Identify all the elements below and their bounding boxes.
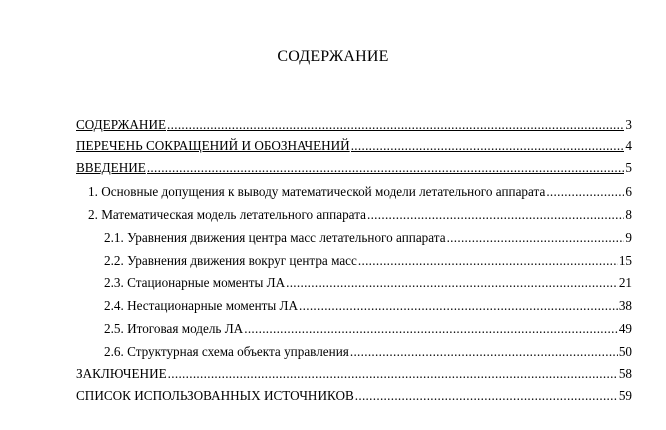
toc-entry-page: 3 <box>625 117 632 132</box>
toc-leader-dots <box>167 116 624 134</box>
toc-entry-page: 5 <box>625 160 632 175</box>
toc-entry-page: 59 <box>618 388 632 403</box>
toc-leader-dots <box>147 159 625 177</box>
toc-entry-page: 58 <box>618 366 632 381</box>
toc-entry-page: 21 <box>618 275 632 290</box>
toc-entry-section-2-3[interactable] <box>104 274 632 292</box>
toc-leader-dots <box>447 229 625 247</box>
toc-leader-dots <box>351 137 625 155</box>
toc-entry-section-2-5[interactable] <box>104 320 632 338</box>
toc-entry-label: 2.4. Нестационарные моменты ЛА <box>104 298 299 313</box>
toc-entry-label: ЗАКЛЮЧЕНИЕ <box>76 366 167 381</box>
toc-leader-dots <box>367 206 624 224</box>
toc-entry-conclusion[interactable] <box>76 365 632 383</box>
toc-entry-page: 49 <box>618 321 632 336</box>
toc-entry-page: 6 <box>625 184 632 199</box>
page-title: СОДЕРЖАНИЕ <box>277 48 389 65</box>
toc-leader-dots <box>358 252 618 270</box>
toc-entry-section-2-4[interactable] <box>104 297 632 315</box>
toc-leader-dots <box>350 343 618 361</box>
toc-entry-page: 4 <box>625 138 632 153</box>
toc-entry-references[interactable] <box>76 387 632 405</box>
toc-entry-label: 2.6. Структурная схема объекта управления <box>104 344 349 359</box>
toc-entry-label: 2.1. Уравнения движения центра масс летательного аппарата <box>104 230 446 245</box>
toc-leader-dots <box>355 387 618 405</box>
toc-entry-label: 2.3. Стационарные моменты ЛА <box>104 275 286 290</box>
toc-entry-section-2-2[interactable] <box>104 252 632 270</box>
toc-entry-section-2[interactable] <box>88 206 632 224</box>
toc-leader-dots <box>299 297 618 315</box>
toc-entry-label: 2.5. Итоговая модель ЛА <box>104 321 244 336</box>
toc-entry-page: 8 <box>625 207 632 222</box>
toc-entry-page: 50 <box>618 344 632 359</box>
toc-leader-dots <box>286 274 618 292</box>
toc-entry-contents[interactable] <box>76 116 632 134</box>
toc-entry-abbreviations[interactable] <box>76 137 632 155</box>
toc-entry-page: 9 <box>625 230 632 245</box>
toc-leader-dots <box>244 320 618 338</box>
toc-entry-label: 1. Основные допущения к выводу математической модели летательного аппарата <box>88 184 546 199</box>
toc-entry-section-2-1[interactable] <box>104 229 632 247</box>
toc-entry-label: 2. Математическая модель летательного аппарата <box>88 207 366 222</box>
toc-entry-section-1[interactable] <box>88 183 632 201</box>
toc-entry-page: 15 <box>618 253 632 268</box>
toc-entry-introduction[interactable] <box>76 159 632 177</box>
toc-entry-page: 38 <box>618 298 632 313</box>
toc-leader-dots <box>168 365 618 383</box>
toc-entry-section-2-6[interactable] <box>104 343 632 361</box>
toc-entry-label: 2.2. Уравнения движения вокруг центра масс <box>104 253 357 268</box>
toc-entry-label: СПИСОК ИСПОЛЬЗОВАННЫХ ИСТОЧНИКОВ <box>76 388 354 403</box>
toc-entry-label: ВВЕДЕНИЕ <box>76 160 146 175</box>
toc-leader-dots <box>546 183 624 201</box>
toc-entry-label: СОДЕРЖАНИЕ <box>76 117 167 132</box>
toc-entry-label: ПЕРЕЧЕНЬ СОКРАЩЕНИЙ И ОБОЗНАЧЕНИЙ <box>76 138 350 153</box>
